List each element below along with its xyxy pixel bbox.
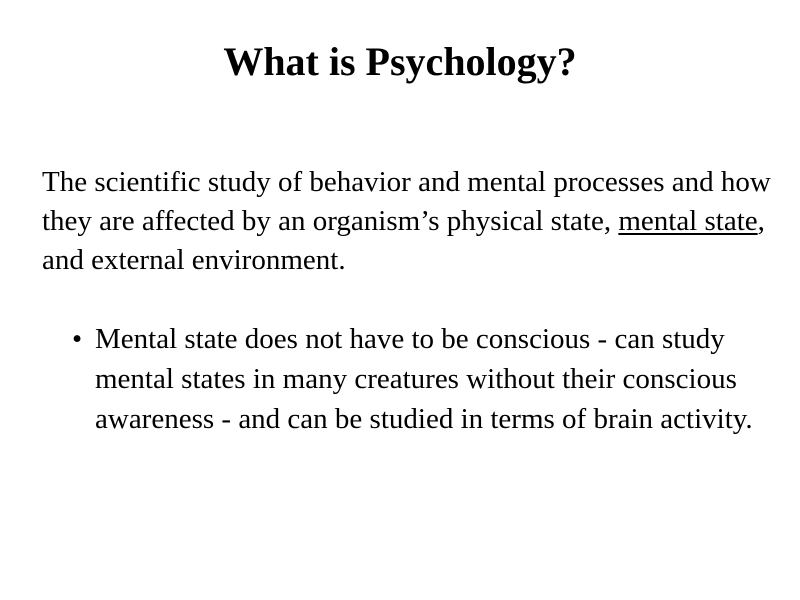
bullet-marker: • xyxy=(72,323,83,355)
definition-text-end: , and external environment. xyxy=(42,205,765,276)
slide-title: What is Psychology? xyxy=(223,39,577,84)
bullet-item xyxy=(68,319,768,439)
mental-state-term: mental state xyxy=(618,205,758,237)
definition-text-start: The scientific study of behavior and mental processes and how they are affected by an organism’s physical state, xyxy=(42,166,771,237)
bullet-list xyxy=(68,319,768,439)
bullet-text: Mental state does not have to be conscious - can study mental states in many creatures without their conscious awareness - and can be studied in terms of brain activity. xyxy=(95,323,753,435)
definition-text xyxy=(42,163,772,280)
